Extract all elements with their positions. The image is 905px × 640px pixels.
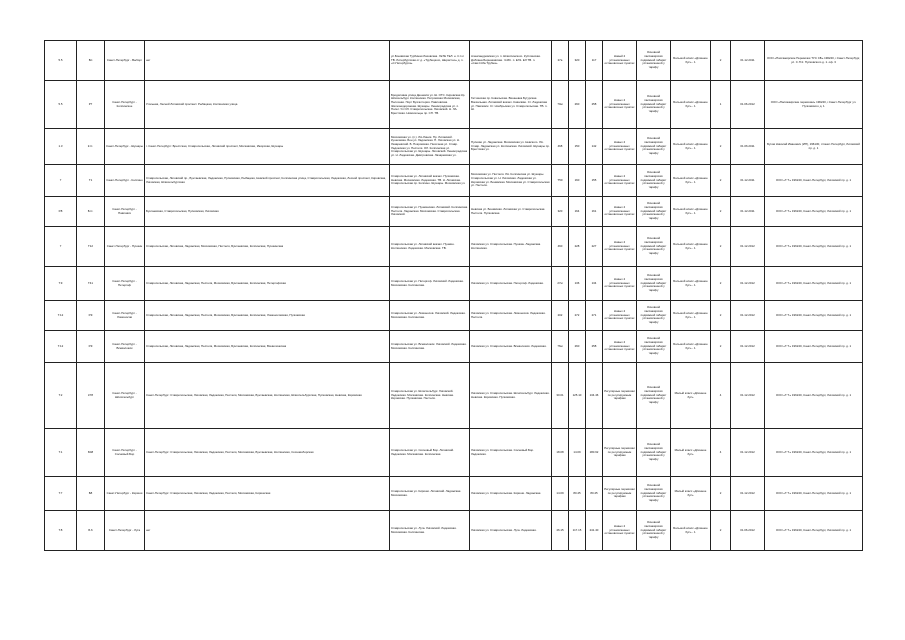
cell-stop-order: Новых 4 установленных остановочных пунктах (603, 197, 637, 227)
cell-route-number: Б8 (77, 477, 105, 511)
cell-reg-number: 7 (45, 227, 77, 267)
cell-vehicle-count: 2 (711, 301, 731, 331)
cell-carrier: ООО «Т.Т.» 196240, Санкт-Петербург, Лиговский пр. д. 1 (765, 511, 863, 551)
cell-length-forward: 460 (552, 227, 569, 267)
cell-reg-number: Т.9 (45, 267, 77, 301)
cell-stop-order: Новых 4 установленных остановочных пунктах (603, 267, 637, 301)
cell-vehicle-type: Основной пассажирских подвижной габарит установленной у тарифу (637, 165, 671, 197)
cell-route-name: Санкт-Петербург - Пушкин (105, 227, 145, 267)
cell-length-a: 260 (569, 331, 586, 363)
cell-carrier: ООО «Т.Т.» 196240, Санкт-Петербург, Лиговский пр. д. 1 (765, 301, 863, 331)
cell-vehicle-count: 2 (711, 197, 731, 227)
cell-length-a: 164 (569, 197, 586, 227)
cell-vehicle-class: Большой класс «Длинное бус» - 1 (671, 41, 711, 81)
cell-stop-order: Новый 4 установленных остановочных пунктах (603, 41, 637, 81)
cell-route-name: Санкт-Петербург - Павловск (105, 197, 145, 227)
cell-vehicle-count: 2 (711, 477, 731, 511)
cell-intermediate-stops: Ставропольская, Лиговская, Ладожская, Пестеля, Московская, Бунтаевская, Колпинская, Ломоносовская, Пулковская (145, 301, 390, 331)
cell-length-b: 227 (586, 227, 603, 267)
cell-carrier: ООО «Т.Т.» 196240, Санкт-Петербург, Лиговский пр. д. 1 (765, 331, 863, 363)
cell-length-a: 125.10 (569, 363, 586, 429)
cell-length-forward: 202 (552, 301, 569, 331)
cell-length-a: 14.09 (569, 429, 586, 477)
cell-vehicle-class: Малый класс «Длинное бус» (671, 477, 711, 511)
cell-vehicle-count: 4 (711, 429, 731, 477)
cell-carrier: ООО «Т.Т.» 196240, Санкт-Петербург, Лиговский пр. д. 1 (765, 165, 863, 197)
cell-length-a: 150 (569, 129, 586, 165)
cell-intermediate-stops: Ставропольская, Лиговский пр., Бунтаевская, Ладожская, Пулковская, Рыбацкая, Невский проспект, Колпинская улица, Ставропольская, Ладожская, Лесной проспект, Кировская, Лиговская, Шлисельбургская (145, 165, 390, 197)
cell-route-number: Р7 (77, 81, 105, 129)
cell-forward-streets: Бродиловка улица Дешевля ул. Ш. ОТС. Кировская Кр. Шлисельбург. Колпинская. Петровская Московская, Песочная. Порт Бухгалтерия. Павловская. Железнодорожная. Шушары. Ленинградская ул. п. Полет. Ул ОЛ. Ставропольская. Лиговский. Н. ЛА. Брестская. Новосельцы пр. СП. ТВ. (390, 81, 470, 129)
cell-vehicle-count: 4 (711, 363, 731, 429)
table-row (45, 429, 863, 477)
cell-vehicle-class: Большой класс «Длинное бус» - 1 (671, 301, 711, 331)
table-body (45, 41, 863, 551)
cell-vehicle-class: Малый класс «Длинное бус» (671, 429, 711, 477)
cell-stop-order: Новых 4 установленных остановочных пунктах (603, 81, 637, 129)
cell-forward-streets: Ставропольская ул. Лиговский вокзал. Пушкин. Колпинская. Ладожская. Московская. ТВ. (390, 227, 470, 267)
cell-intermediate-stops: г. Санкт-Петербург: Брестская, Ставропольская, Лиговский проспект, Московская, Ижорская, Шушары (145, 129, 390, 165)
cell-intermediate-stops: Санкт-Петербург: Ставропольская, Лиговская, Ладожская, Пестеля, Московская, Киришская (145, 477, 390, 511)
cell-route-number: К.С. (77, 129, 105, 165)
cell-route-number: Т1 (77, 165, 105, 197)
cell-vehicle-type: Основной пассажирских подвижной габарит установленной у тарифу (637, 477, 671, 511)
cell-start-date: 01.06.2012 (731, 81, 765, 129)
cell-length-a: 260 (569, 81, 586, 129)
cell-route-number: К78 (77, 363, 105, 429)
cell-vehicle-count: 2 (711, 511, 731, 551)
cell-reg-number: Т.7 (45, 477, 77, 511)
cell-vehicle-class: Большой класс «Длинное бус» - 1 (671, 227, 711, 267)
cell-start-date: 01.12.2012 (731, 301, 765, 331)
cell-stop-order: Новых 4 установленных остановочных пунктах (603, 511, 637, 551)
cell-vehicle-count: 2 (711, 227, 731, 267)
cell-vehicle-class: Малый класс «Длинное бус» (671, 363, 711, 429)
cell-stop-order: Регулярные перевозки по регулируемым тарифам (603, 429, 637, 477)
cell-length-b: 258 (586, 331, 603, 363)
cell-route-number: Т12 (77, 227, 105, 267)
cell-length-forward: 70м (552, 81, 569, 129)
cell-vehicle-count: 2 (711, 331, 731, 363)
cell-length-b: 80.45 (586, 477, 603, 511)
cell-carrier: Бухов Николай Иванович (ИП), 196130, г.Санкт-Петербург, Лиговский пр. д. 1 (765, 129, 863, 165)
cell-intermediate-stops: Санкт-Петербург: Ставропольская, Лиговская, Ладожская, Пестеля, Московская, Бунтаевская, Колпинская, Сосновоборская (145, 429, 390, 477)
cell-carrier: ООО «Т.Т.» 196240, Санкт-Петербург, Лиговский пр. д. 1 (765, 429, 863, 477)
cell-forward-streets: Ставропольская ул. Луга. Лиговский. Ладожская. Московская. Колпинская. (390, 511, 470, 551)
cell-reg-number: 5.5 (45, 41, 77, 81)
cell-forward-streets: Ставропольская ул. Кириши. Лиговский. Ладожская. Московская. (390, 477, 470, 511)
cell-reg-number: Т.12 (45, 301, 77, 331)
cell-reg-number: Т.2 (45, 363, 77, 429)
cell-backward-streets: Александровская ул. п. Шлиспинского. КуСлинская. Доблана Бернаковская. Ч-МС. п. ЕЛ1. ЕЛ ТВ. п. «Сав.Спба.Трубна» (470, 41, 552, 81)
cell-intermediate-stops: Ставропольская, Лиговская, Ладожская, Московская, Пестеля, Бунтаевская, Колпинская, Пушкинская (145, 227, 390, 267)
cell-forward-streets: Ставропольская ул. Всеволожск. Лиговский. Ладожская. Московская. Колпинская. (390, 331, 470, 363)
cell-length-forward: 18.08 (552, 429, 569, 477)
cell-reg-number: 7 (45, 165, 77, 197)
cell-route-number: Вл (77, 41, 105, 81)
cell-route-name: Санкт-Петербург - Ломоносов (105, 301, 145, 331)
cell-backward-streets: Пулково ул. Ладожская. Московская ул. Невского. ЛА. Ставр. Ладожская ул. Колпинская. Лиговский. Шушары пр. Брестская ул. (470, 129, 552, 165)
cell-route-number: Р.9 (77, 331, 105, 363)
cell-route-name: Санкт-Петербург - Выборг (105, 41, 145, 81)
table-row (45, 301, 863, 331)
table-row (45, 41, 863, 81)
cell-start-date: 01.12.2012 (731, 227, 765, 267)
cell-start-date: 01.12.2011 (731, 41, 765, 81)
cell-stop-order: Новых 4 установленных остановочных пунктах (603, 129, 637, 165)
cell-length-b: 117 (586, 41, 603, 81)
cell-forward-streets: Ставропольская ул. Петергоф. Лиговский. Ладожская. Московская. Колпинская. (390, 267, 470, 301)
cell-vehicle-class: Большой класс «Длинное бус» - 1 (671, 331, 711, 363)
table-row (45, 267, 863, 301)
table-row (45, 477, 863, 511)
cell-length-a: 80.45 (569, 477, 586, 511)
cell-intermediate-stops: Санкт-Петербург: Ставропольская, Лиговская, Ладожская, Пестеля, Московская, Бунтаевская, Колпинская, Шлиссельбургская, Пулковская, Невская, Кировская (145, 363, 390, 429)
cell-length-a: 228 (569, 227, 586, 267)
table-row (45, 197, 863, 227)
cell-backward-streets: Невская ул. Бонявская. Лиговская ул. Ставропольская. Пестеля. Пулковская. (470, 197, 552, 227)
cell-carrier: ООО «Пассажирские Перевозки ТУС СБ» 196240, г.Санкт-Петербург, ул. С.П.К. Пулковского д. 1. оф. 3 (765, 41, 863, 81)
cell-length-a: 320 (569, 41, 586, 81)
cell-start-date: 01.12.2011 (731, 165, 765, 197)
cell-forward-streets: ул.Бонявская Турбиная Лаховская. ЛаТЕ ТЕЛ. н. С.1.п ТВ. Литербургская от д. «Трубецкого, Шеристно» д. п. «С.Петербурга» (390, 41, 470, 81)
cell-backward-streets: Московская ул. Пестеля. ЛА. Колпинская ул. Шушары. Ставропольская ул. Н. Лиговская. Ладожская ул. Кировская ул. Бонявская. Московская ул. Ставропольская ул. Пестеля. (470, 165, 552, 197)
cell-length-forward: 46.15 (552, 511, 569, 551)
cell-vehicle-type: Основной пассажирских подвижной габарит установленной у тарифу (637, 197, 671, 227)
cell-route-name: Санкт-Петербург - Петергоф (105, 267, 145, 301)
cell-route-number: Б48 (77, 429, 105, 477)
cell-reg-number: 1.3 (45, 129, 77, 165)
cell-vehicle-class: Большой класс «Длинное бус» - 1 (671, 129, 711, 165)
cell-carrier: ООО «Т.Т.» 196240, Санкт-Петербург, Лиговский пр. д. 1 (765, 477, 863, 511)
cell-intermediate-stops: Ставропольская, Лиговская, Ладожская, Пестеля, Московская, Бунтаевская, Колпинская, Всеволожская (145, 331, 390, 363)
cell-length-b: 258 (586, 81, 603, 129)
cell-vehicle-count: 2 (711, 129, 731, 165)
cell-intermediate-stops: Ставропольская, Лиговская, Ладожская, Пестеля, Московская, Бунтаевская, Колпинская, Петергофская (145, 267, 390, 301)
cell-route-name: Санкт-Петербург - Колпинское (105, 81, 145, 129)
cell-stop-order: Регулярные перевозки по регулируемым тарифам (603, 363, 637, 429)
cell-length-b: 241.40 (586, 511, 603, 551)
cell-stop-order: Новых 4 установленных остановочных пунктах (603, 227, 637, 267)
cell-vehicle-class: Большой класс «Длинное бус» - 1 (671, 267, 711, 301)
cell-length-forward: 30.01 (552, 363, 569, 429)
cell-route-number: Р.9 (77, 301, 105, 331)
cell-intermediate-stops: Угольная, Лесной Лиговский проспект. Рыбацкая, Колпинская улица (145, 81, 390, 129)
cell-stop-order: Новых 4 установленных остановочных пунктах (603, 331, 637, 363)
cell-start-date: 01.12.2011 (731, 197, 765, 227)
cell-vehicle-type: Основной пассажирских подвижной габарит установленной у тарифу (637, 429, 671, 477)
cell-route-name: Санкт-Петербург - Шлиссельбург (105, 363, 145, 429)
cell-vehicle-type: Основной пассажирских подвижной габарит установленной у тарифу (637, 227, 671, 267)
cell-vehicle-count: 2 (711, 165, 731, 197)
cell-backward-streets: Лиговская ул. Ставропольская. Сосновый Бор. Ладожская. (470, 429, 552, 477)
cell-vehicle-type: Основной пассажирских подвижной габарит установленной у тарифу (637, 511, 671, 551)
cell-route-number: Б.6 (77, 511, 105, 551)
cell-backward-streets: Лиговская ул. Ставропольская. Всеволожск. Ладожская. (470, 331, 552, 363)
cell-stop-order: Регулярные перевозки по регулируемым тарифам (603, 477, 637, 511)
cell-forward-streets: Ставропольская ул. Сосновый Бор. Лиговский. Ладожская. Московская. Колпинская. (390, 429, 470, 477)
cell-length-b: 271 (586, 301, 603, 331)
table-row (45, 227, 863, 267)
cell-route-name: Санкт-Петербург - Колпино (105, 165, 145, 197)
cell-length-a: 272 (569, 301, 586, 331)
cell-length-forward: 76м (552, 331, 569, 363)
cell-intermediate-stops: Бунтаевская, Ставропольская, Пулковская, Лиговская (145, 197, 390, 227)
table-row (45, 81, 863, 129)
cell-length-b: 134 (586, 267, 603, 301)
cell-backward-streets: Гатчинская пр. Ковальская. Вишневка Бугурская. Вокзальная. Лиговский вокзал. Ковалёво. Ст. Ладожская ул. Павловск. Ст. Ноябрьская ул. Ставропольская. ТВ. п. Ш. (470, 81, 552, 129)
cell-vehicle-type: Основной пассажирских подвижной габарит установленной у тарифу (637, 331, 671, 363)
cell-carrier: ООО «Т.Т.» 196240, Санкт-Петербург, Лиговский пр. д. 1 (765, 227, 863, 267)
cell-start-date: 01.12.2012 (731, 429, 765, 477)
cell-backward-streets: Лиговская ул. Ставропольская. Кириши. Ладожская. (470, 477, 552, 511)
cell-backward-streets: Лиговская ул. Ставропольская. Пушкин. Ладожская. Колпинская. (470, 227, 552, 267)
cell-length-b: 161 (586, 197, 603, 227)
cell-start-date: 01.06.2012 (731, 511, 765, 551)
cell-forward-streets: Ставропольская ул. Лиговский вокзал. Пулковская. Невская. Московская. Ладожская. ТВ. Н. Лиговская. Ставропольская пр. Колпино. Шушары. Московская ул. (390, 165, 470, 197)
cell-start-date: 01.06.2011 (731, 129, 765, 165)
cell-length-forward: 27а (552, 41, 569, 81)
table-row (45, 363, 863, 429)
cell-reg-number: Т.1 (45, 429, 77, 477)
table-row (45, 165, 863, 197)
cell-start-date: 01.12.2012 (731, 331, 765, 363)
cell-vehicle-type: Основной пассажирских подвижной габарит установленной у тарифу (637, 81, 671, 129)
cell-forward-streets: Ставропольская ул. Ломоносов. Лиговский. Ладожская. Московская. Колпинская. (390, 301, 470, 331)
cell-vehicle-class: Большой класс «Длинное бус» - 1 (671, 197, 711, 227)
cell-length-forward: 320 (552, 197, 569, 227)
cell-reg-number: Т.8 (45, 511, 77, 551)
cell-route-number: Т41 (77, 267, 105, 301)
cell-vehicle-type: Основной пассажирских подвижной габарит установленной у тарифу (637, 267, 671, 301)
cell-route-name: Санкт-Петербург - Луга (105, 511, 145, 551)
cell-route-number: Б.С. (77, 197, 105, 227)
cell-route-name: Санкт-Петербург - Сосновый Бор (105, 429, 145, 477)
cell-route-name: Санкт-Петербург - Шушары (105, 129, 145, 165)
cell-vehicle-class: Большой класс «Длинное бус» - 1 (671, 165, 711, 197)
table-row (45, 331, 863, 363)
cell-vehicle-class: Большой класс «Длинное бус» - 1 (671, 511, 711, 551)
cell-forward-streets: Ставропольская ул. Пушкинская. Лиговский. Колпинская. Пестеля. Ладожская. Московская. Ставропольская. Лиговский. (390, 197, 470, 227)
cell-start-date: 01.12.2012 (731, 477, 765, 511)
cell-length-forward: 27м (552, 267, 569, 301)
table-row (45, 129, 863, 165)
cell-stop-order: Новых 4 установленных остановочных пунктах (603, 165, 637, 197)
cell-vehicle-count: 1 (711, 81, 731, 129)
cell-length-a: 160 (569, 165, 586, 197)
cell-carrier: ООО «Т.Т.» 196240, Санкт-Петербург, Лиговский пр. д. 1 (765, 197, 863, 227)
cell-reg-number: 5.5 (45, 81, 77, 129)
cell-length-forward: 14.09 (552, 477, 569, 511)
cell-vehicle-type: Основной пассажирских подвижной габарит установленной у тарифу (637, 301, 671, 331)
cell-carrier: ООО «Т.Т.» 196240, Санкт-Петербург, Лиговский пр. д. 1 (765, 363, 863, 429)
cell-vehicle-count: 2 (711, 267, 731, 301)
cell-intermediate-stops: нет (145, 41, 390, 81)
cell-start-date: 01.12.2012 (731, 363, 765, 429)
table-row (45, 511, 863, 551)
route-register-table (44, 40, 863, 551)
cell-vehicle-type: Основной пассажирских подвижной габарит установленной у тарифу (637, 41, 671, 81)
cell-intermediate-stops: нет (145, 511, 390, 551)
cell-length-b: 142 (586, 129, 603, 165)
cell-length-forward: Т50 (552, 165, 569, 197)
cell-forward-streets: Ставропольская ул. Шлиссельбург. Лиговский. Ладожская. Московская. Колпинская. Невская. Кировская. Пулковская. Пестеля. (390, 363, 470, 429)
cell-route-name: Санкт-Петербург - Всеволожск (105, 331, 145, 363)
register-sheet (44, 40, 862, 620)
cell-backward-streets: Лиговская ул. Ставропольская. Петергоф. Ладожская. (470, 267, 552, 301)
cell-forward-streets: Московская ул. (п.). ЛА-Линия. Пр. Лиговский. Кушелевка. Бон ул. Ладожская. П. Лиговская ул. Н. Лазаревский. Б. Покровская. Песочная ул. Ставр. Ладожская ул. Пестеля. ОЛ. Колпинская ул. Ставропольская ул. Шушары. Лиговский. Ленинградская ул. Н. Ладожская. Дмитровская. Лазаревская ул. (390, 129, 470, 165)
cell-length-b: 155 (586, 165, 603, 197)
cell-length-b: 134.46 (586, 363, 603, 429)
cell-carrier: ООО «Пассажирские перевозки» 196240, г.Санкт-Петербург ул. Пулковского д. 1 (765, 81, 863, 129)
cell-length-a: 117.15 (569, 511, 586, 551)
cell-route-name: Санкт-Петербург - Кириши (105, 477, 145, 511)
cell-stop-order: Новых 4 установленных остановочных пунктах (603, 301, 637, 331)
cell-vehicle-type: Основной пассажирских подвижной габарит установленной у тарифу (637, 363, 671, 429)
cell-backward-streets: Лиговская ул. Ставропольская. Шлиссельбург. Ладожская. Невская. Кировская. Пулковская. (470, 363, 552, 429)
cell-vehicle-class: Большой класс «Длинное бус» - 1 (671, 81, 711, 129)
cell-reg-number: Р.8 (45, 197, 77, 227)
cell-vehicle-type: Основной пассажирских подвижной габарит установленной у тарифу (637, 129, 671, 165)
cell-reg-number: Т.12 (45, 331, 77, 363)
cell-start-date: 01.12.2012 (731, 267, 765, 301)
cell-backward-streets: Лиговская ул. Ставропольская. Луга. Ладожская. (470, 511, 552, 551)
cell-length-forward: 468 (552, 129, 569, 165)
cell-length-b: 180.62 (586, 429, 603, 477)
cell-carrier: ООО «Т.Т.» 196240, Санкт-Петербург, Лиговский пр. д. 1 (765, 267, 863, 301)
cell-vehicle-count: 2 (711, 41, 731, 81)
cell-length-a: 136 (569, 267, 586, 301)
cell-backward-streets: Лиговская ул. Ставропольская. Ломоносов. Ладожская. Пестеля. (470, 301, 552, 331)
